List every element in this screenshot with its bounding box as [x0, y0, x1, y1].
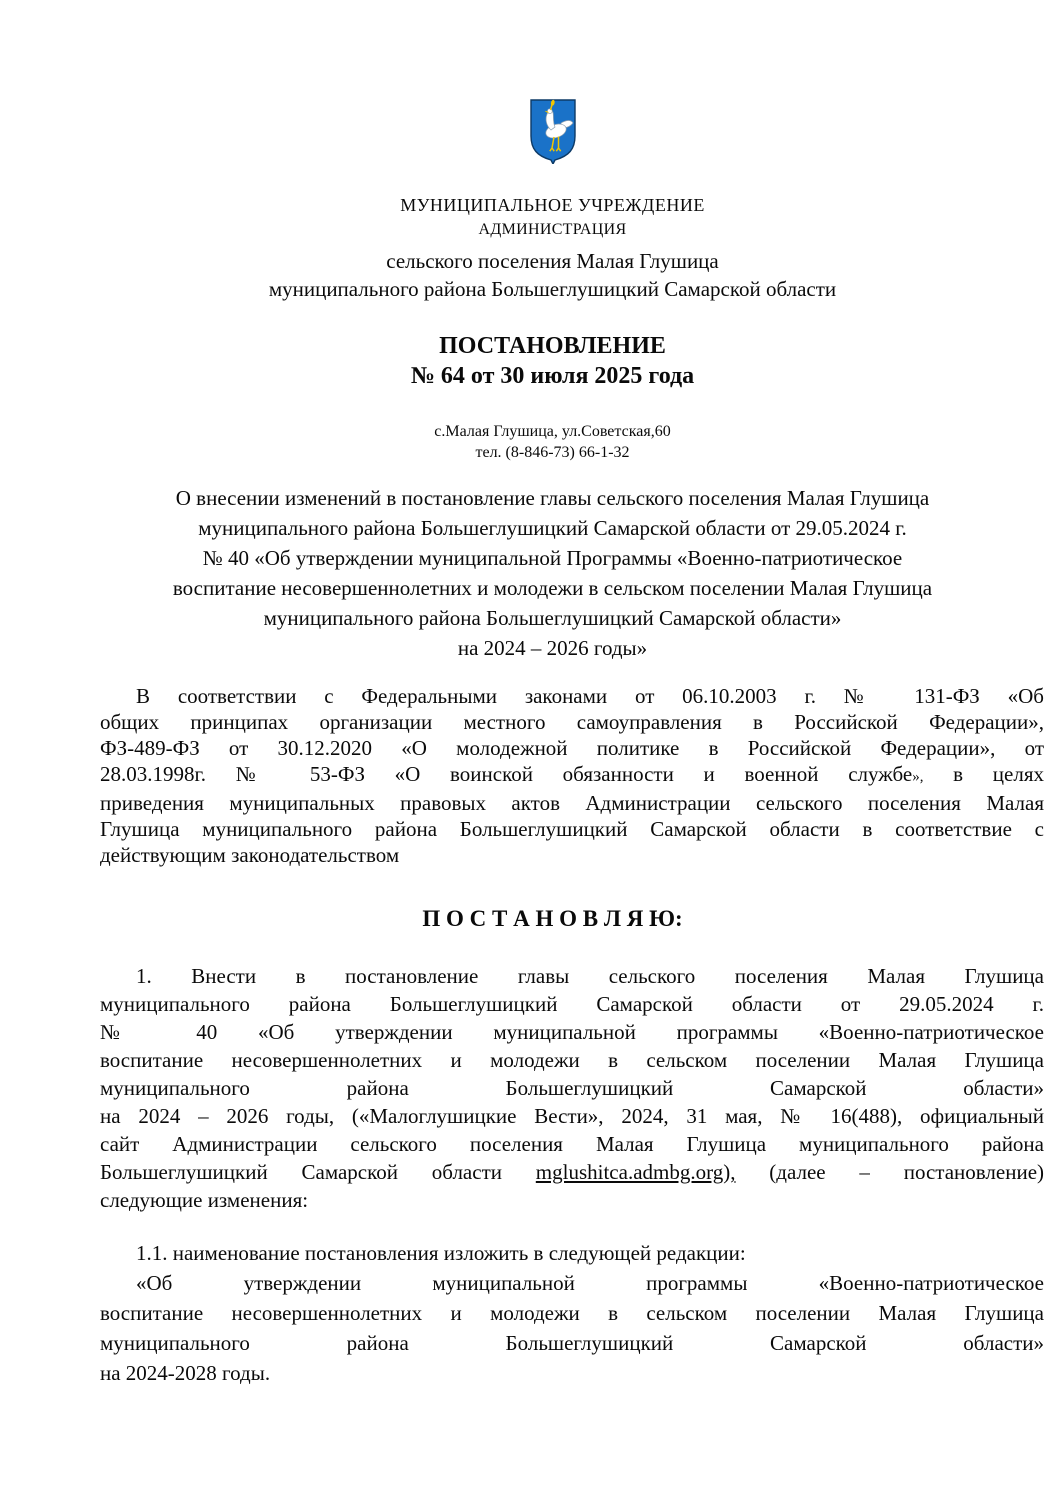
item-1-block — [100, 962, 1044, 1214]
law-line-small-quote: », — [912, 769, 924, 785]
coat-of-arms-icon — [529, 98, 577, 164]
item-1-line: воспитание несовершеннолетних и молодежи в сельском поселении Малая Глушица — [100, 1048, 1044, 1072]
preamble-line: общих принципах организации местного самоуправления в Российской Федерации», — [100, 710, 1044, 734]
org-type-line: МУНИЦИПАЛЬНОЕ УЧРЕЖДЕНИЕ — [400, 195, 705, 215]
law-line-tail: в целях — [953, 762, 1044, 786]
preamble-line: Глушица муниципального района Большеглушицкий Самарской области в соответствие с — [100, 817, 1044, 841]
doc-number-date: № 64 от 30 июля 2025 года — [410, 363, 695, 389]
doc-type-title: ПОСТАНОВЛЕНИЕ — [439, 333, 666, 359]
item-1-line: № 40 «Об утверждении муниципальной программы «Военно-патриотическое — [100, 1020, 1044, 1044]
resolve-heading: П О С Т А Н О В Л Я Ю: — [422, 906, 683, 931]
preamble-line: В соответствии с Федеральными законами от 06.10.2003 г. № 131-ФЗ «Об — [136, 684, 1044, 708]
item-1-1-intro: 1.1. наименование постановления изложить в следующей редакции: — [136, 1241, 746, 1265]
subject-line: О внесении изменений в постановление главы сельского поселения Малая Глушица — [175, 486, 930, 510]
preamble-block — [100, 683, 1044, 868]
org-district-line: муниципального района Большеглушицкий Самарской области — [268, 277, 837, 301]
subject-line: муниципального района Большеглушицкий Самарской области от 29.05.2024 г. — [198, 516, 907, 540]
item-1-line: муниципального района Большеглушицкий Самарской области» — [100, 1076, 1044, 1100]
org-settlement-line: сельского поселения Малая Глушица — [386, 249, 719, 273]
preamble-law-line — [100, 761, 1044, 790]
preamble-line: действующим законодательством — [100, 843, 400, 867]
link-line-before: Большеглушицкий Самарской области — [100, 1160, 502, 1184]
org-name-line: АДМИНИСТРАЦИЯ — [478, 221, 627, 238]
subject-line: на 2024 – 2026 годы» — [457, 636, 648, 660]
website-link[interactable]: mglushitca.admbg.org), — [535, 1160, 736, 1184]
coat-of-arms-block — [100, 0, 1005, 169]
org-phone: тел. (8-846-73) 66-1-32 — [475, 444, 630, 461]
item-1-line: муниципального района Большеглушицкий Самарской области от 29.05.2024 г. — [100, 992, 1044, 1016]
link-line-after: (далее – постановление) — [769, 1160, 1045, 1184]
item-1-1-line: муниципального района Большеглушицкий Самарской области» — [100, 1331, 1044, 1355]
preamble-line: приведения муниципальных правовых актов Администрации сельского поселения Малая — [100, 791, 1044, 815]
subject-line: муниципального района Большеглушицкий Самарской области» — [263, 606, 842, 630]
subject-line: воспитание несовершеннолетних и молодежи в сельском поселении Малая Глушица — [172, 576, 933, 600]
org-address: с.Малая Глушица, ул.Советская,60 — [434, 423, 671, 440]
item-1-1-block — [100, 1238, 1044, 1388]
org-header — [100, 193, 1005, 463]
preamble-line: ФЗ-489-ФЗ от 30.12.2020 «О молодежной политике в Российской Федерации», от — [100, 736, 1044, 760]
item-1-line: сайт Администрации сельского поселения Малая Глушица муниципального района — [100, 1132, 1044, 1156]
subject-block — [100, 483, 1005, 663]
subject-line: № 40 «Об утверждении муниципальной Программы «Военно-патриотическое — [202, 546, 903, 570]
law-line-text: 28.03.1998г. № 53-ФЗ «О воинской обязанности и военной службе — [100, 762, 913, 786]
item-1-link-line — [100, 1158, 1044, 1186]
item-1-1-closing-line: на 2024-2028 годы. — [100, 1361, 271, 1385]
item-1-1-line: воспитание несовершеннолетних и молодежи в сельском поселении Малая Глушица — [100, 1301, 1044, 1325]
item-1-line: 1. Внести в постановление главы сельского поселения Малая Глушица — [136, 964, 1044, 988]
item-1-closing-line: следующие изменения: — [100, 1188, 309, 1212]
item-1-1-line: «Об утверждении муниципальной программы «Военно-патриотическое — [136, 1271, 1044, 1295]
item-1-line: на 2024 – 2026 годы, («Малоглушицкие Вести», 2024, 31 мая, № 16(488), официальный — [100, 1104, 1044, 1128]
